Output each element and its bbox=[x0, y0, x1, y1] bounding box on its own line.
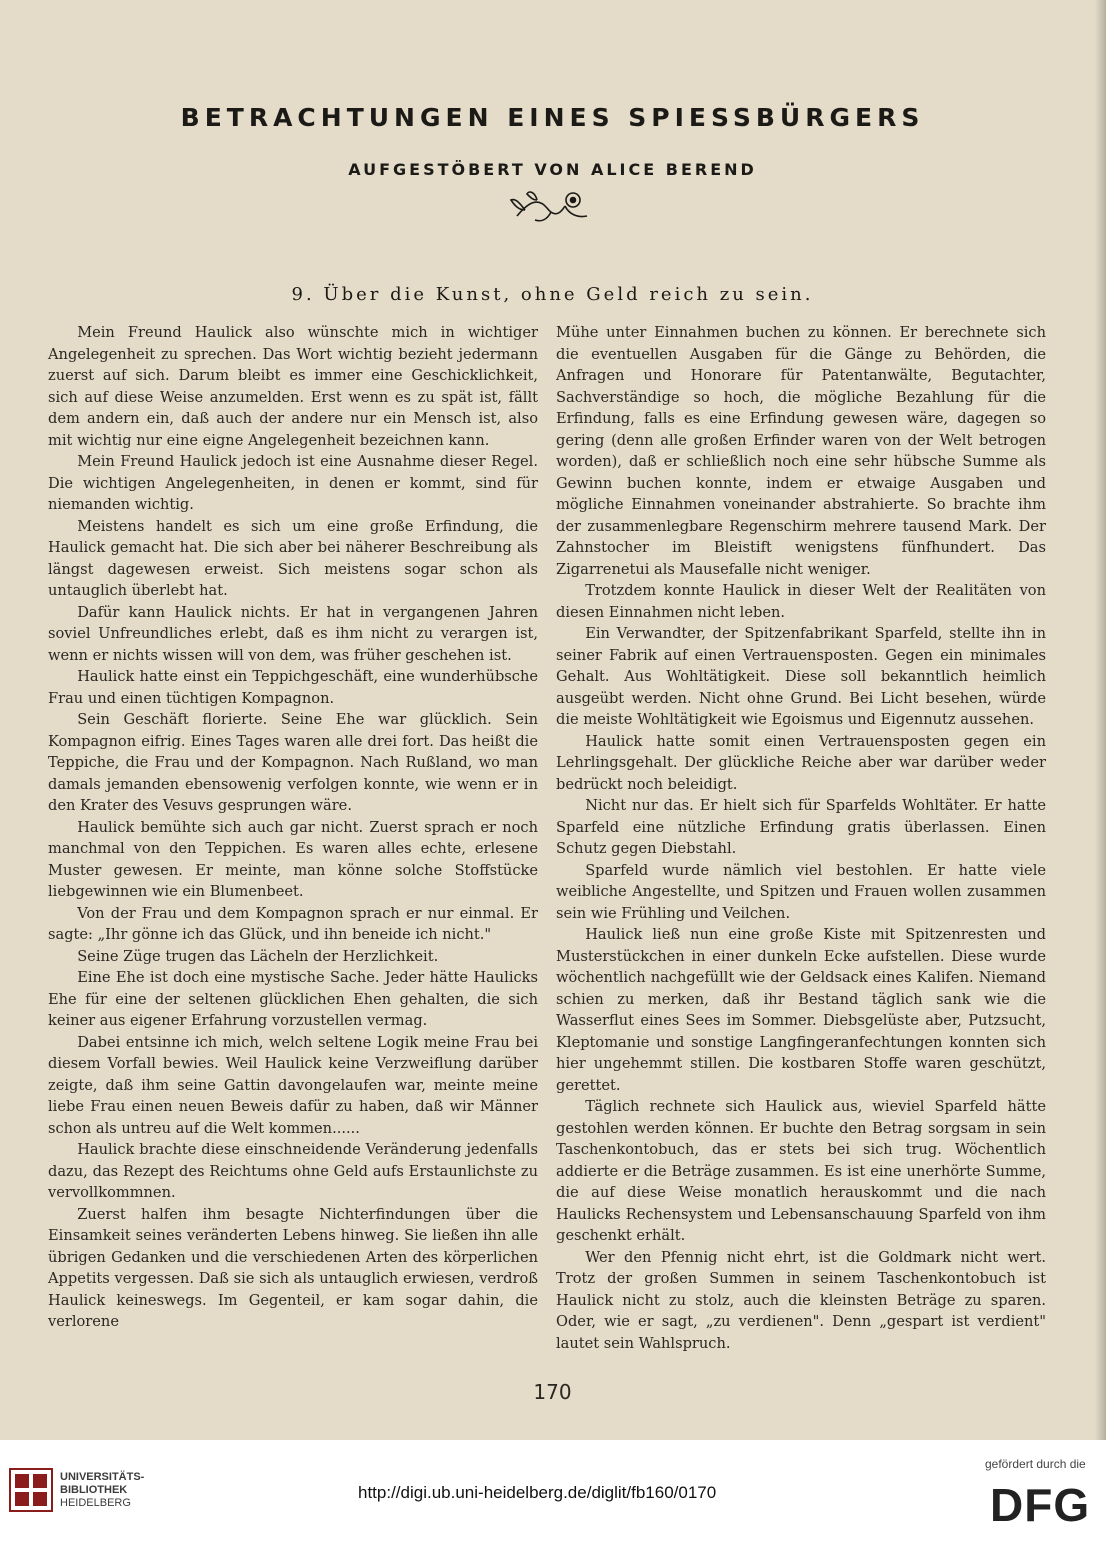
paragraph: Mein Freund Haulick jedoch ist eine Ausnahme dieser Regel. Die wichtigen Angelegenheiten, in denen er kommt, sind für niemanden wichtig. bbox=[48, 453, 538, 513]
university-seal-icon bbox=[9, 1468, 53, 1512]
article-title: BETRACHTUNGEN EINES SPIESSBÜRGERS bbox=[180, 103, 925, 132]
paragraph: Sparfeld wurde nämlich viel bestohlen. Er hatte viele weibliche Angestellte, und Spitzen und Frauen wollen zusammen sein wie Frühling und Veilchen. bbox=[556, 861, 1046, 922]
paragraph: Täglich rechnete sich Haulick aus, wieviel Sparfeld hätte gestohlen werden können. Er buchte den Betrag sorgsam in sein Taschenkontobuch, das er stets bei sich trug. Wöchentlich addierte er die Beträge zusammen. Es ist eine unerhörte Summe, die auf diese Weise monatlich herauskommt und die nach Haulicks Rechensystem und Lebensanschauung Sparfeld von ihm geschenkt erhält. bbox=[556, 1098, 1046, 1244]
paragraph: Nicht nur das. Er hielt sich für Sparfelds Wohltäter. Er hatte Sparfeld eine nützliche Erfindung gratis überlassen. Einen Schutz gegen Diebstahl. bbox=[556, 797, 1046, 857]
paragraph: Haulick hatte somit einen Vertrauensposten gegen ein Lehrlingsgehalt. Der glückliche Reiche aber war darüber weder bedrückt noch beleidigt. bbox=[556, 732, 1046, 793]
page-number: 170 bbox=[533, 1380, 572, 1404]
text-column-right bbox=[556, 322, 1046, 1354]
paragraph: Sein Geschäft florierte. Seine Ehe war glücklich. Sein Kompagnon eifrig. Eines Tages waren alle drei fort. Das heißt die Teppiche, die Frau und der Kompagnon. Nach Rußland, wo man damals jemanden ebensowenig verfolgen konnte, wie wenn er in den Krater des Vesuvs gesprungen wäre. bbox=[48, 711, 538, 814]
paragraph: Eine Ehe ist doch eine mystische Sache. Jeder hätte Haulicks Ehe für eine der seltenen glücklichen Ehen gehalten, die sich keiner aus eigener Erfahrung vorzustellen vermag. bbox=[48, 969, 538, 1029]
footer-bar bbox=[0, 1447, 1114, 1543]
paragraph: Haulick ließ nun eine große Kiste mit Spitzenresten und Musterstückchen in einer dunkeln Ecke aufstellen. Diese wurde wöchentlich nachgefüllt wie der Geldsack eines Kalifen. Niemand schien zu merken, daß ihr Bestand täglich sank wie die Wasserflut eines Sees im Sommer. Diebsgelüste aber, Putzsucht, Kleptomanie und sonstige Langfingeranfechtungen konnten sich hier ungehemmt stillen. Die kostbaren Stoffe waren geschützt, gerettet. bbox=[556, 926, 1046, 1094]
paragraph: Haulick brachte diese einschneidende Veränderung jedenfalls dazu, das Rezept des Reichtums ohne Geld aufs Erstaunlichste zu vervollkommnen. bbox=[48, 1141, 538, 1201]
paragraph: Dafür kann Haulick nichts. Er hat in vergangenen Jahren soviel Unfreundliches erlebt, daß es ihm nicht zu verargen ist, wenn er nichts wissen will von dem, was früher geschehen ist. bbox=[48, 603, 538, 664]
paragraph: Zuerst halfen ihm besagte Nichterfindungen über die Einsamkeit seines veränderten Lebens hinweg. Sie ließen ihn alle übrigen Gedanken und die verschiedenen Arten des körperlichen Appetits vergessen. Daß sie sich als untauglich erwiesen, verdroß Haulick keineswegs. Im Gegenteil, er kam sogar dahin, die verlorene bbox=[48, 1205, 538, 1330]
chapter-heading: 9. Über die Kunst, ohne Geld reich zu sein. bbox=[291, 284, 814, 305]
library-name-line: UNIVERSITÄTS- bbox=[60, 1471, 145, 1483]
paragraph: Dabei entsinne ich mich, welch seltene Logik meine Frau bei diesem Vorfall bewies. Weil Haulick keine Verzweiflung darüber zeigte, daß ihm seine Gattin davongelaufen war, meinte meine liebe Frau einen neuen Beweis dafür zu haben, daß wir Männer schon als untreu auf die Welt kommen...... bbox=[48, 1033, 538, 1137]
text-column-left bbox=[48, 322, 538, 1333]
library-name-line: HEIDELBERG bbox=[60, 1497, 131, 1509]
floral-ornament-icon bbox=[507, 186, 597, 226]
library-name-line: BIBLIOTHEK bbox=[60, 1484, 128, 1496]
paragraph: Mühe unter Einnahmen buchen zu können. Er berechnete sich die eventuellen Ausgaben für die Gänge zu Behörden, die Anfragen und Honorare für Patentanwälte, Begutachter, Sachverständige so hoch, die mögliche Bezahlung für die Erfindung, falls es eine Erfindung gewesen wäre, dagegen so gering (denn alle großen Erfinder waren von der Welt betrogen worden), daß er schließlich noch eine sehr hübsche Summe als Gewinn buchen konnte, indem er etwaige Ausgaben und mögliche Einnahmen voneinander abstrahierte. So brachte ihm der zusammenlegbare Regenschirm mehrere tausend Mark. Der Zahnstocher im Bleistift wenigstens fünfhundert. Das Zigarrenetui als Mausefalle nicht weniger. bbox=[556, 324, 1046, 578]
paragraph: Haulick bemühte sich auch gar nicht. Zuerst sprach er noch manchmal von den Teppichen. Es waren alles echte, erlesene Muster gewesen. Er meinte, man könne solche Stoffstücke liebgewinnen wie ein Blumenbeet. bbox=[48, 818, 538, 900]
paragraph: Ein Verwandter, der Spitzenfabrikant Sparfeld, stellte ihn in seiner Fabrik auf einen Vertrauensposten. Gegen ein minimales Gehalt. Aus Wohltätigkeit. Diese soll bekanntlich heimlich ausgeübt werden. Nicht ohne Grund. Bei Licht besehen, würde die meiste Wohltätigkeit wie Egoismus und Eigennutz aussehen. bbox=[556, 625, 1046, 728]
paragraph: Haulick hatte einst ein Teppichgeschäft, eine wunderhübsche Frau und einen tüchtigen Kompagnon. bbox=[48, 668, 538, 707]
paragraph: Meistens handelt es sich um eine große Erfindung, die Haulick gemacht hat. Die sich aber bei näherer Beschreibung als längst dagewesen erweist. Sich meistens sogar schon als untauglich überlebt hat. bbox=[48, 517, 538, 599]
paragraph: Von der Frau und dem Kompagnon sprach er nur einmal. Er sagte: „Ihr gönne ich das Glück, und ihn beneide ich nicht." bbox=[48, 904, 538, 943]
dfg-logo: DFG bbox=[990, 1479, 1091, 1531]
library-name bbox=[60, 1471, 180, 1510]
sponsor-note: gefördert durch die bbox=[985, 1457, 1086, 1471]
permalink-url[interactable]: http://digi.ub.uni-heidelberg.de/diglit/fb160/0170 bbox=[358, 1483, 717, 1502]
article-subtitle: AUFGESTÖBERT VON ALICE BEREND bbox=[348, 160, 757, 179]
paragraph: Mein Freund Haulick also wünschte mich in wichtiger Angelegenheit zu sprechen. Das Wort wichtig bezieht jedermann zuerst auf sich. Darum bleibt es immer eine Geschicklichkeit, sich auf diese Weise anzumelden. Erst wenn es zu spät ist, fällt dem andern ein, daß auch der andere nur ein Mensch ist, also mit wichtig nur eine eigne Angelegenheit bezeichnen kann. bbox=[48, 324, 538, 449]
paragraph: Trotzdem konnte Haulick in dieser Welt der Realitäten von diesen Einnahmen nicht leben. bbox=[556, 582, 1046, 621]
paragraph: Wer den Pfennig nicht ehrt, ist die Goldmark nicht wert. Trotz der großen Summen in seinem Taschenkontobuch ist Haulick nicht zu stolz, auch die kleinsten Beträge zu sparen. Oder, wie er sagt, „zu verdienen". Denn „gespart ist verdient" lautet sein Wahlspruch. bbox=[556, 1248, 1046, 1352]
paragraph: Seine Züge trugen das Lächeln der Herzlichkeit. bbox=[77, 947, 439, 965]
